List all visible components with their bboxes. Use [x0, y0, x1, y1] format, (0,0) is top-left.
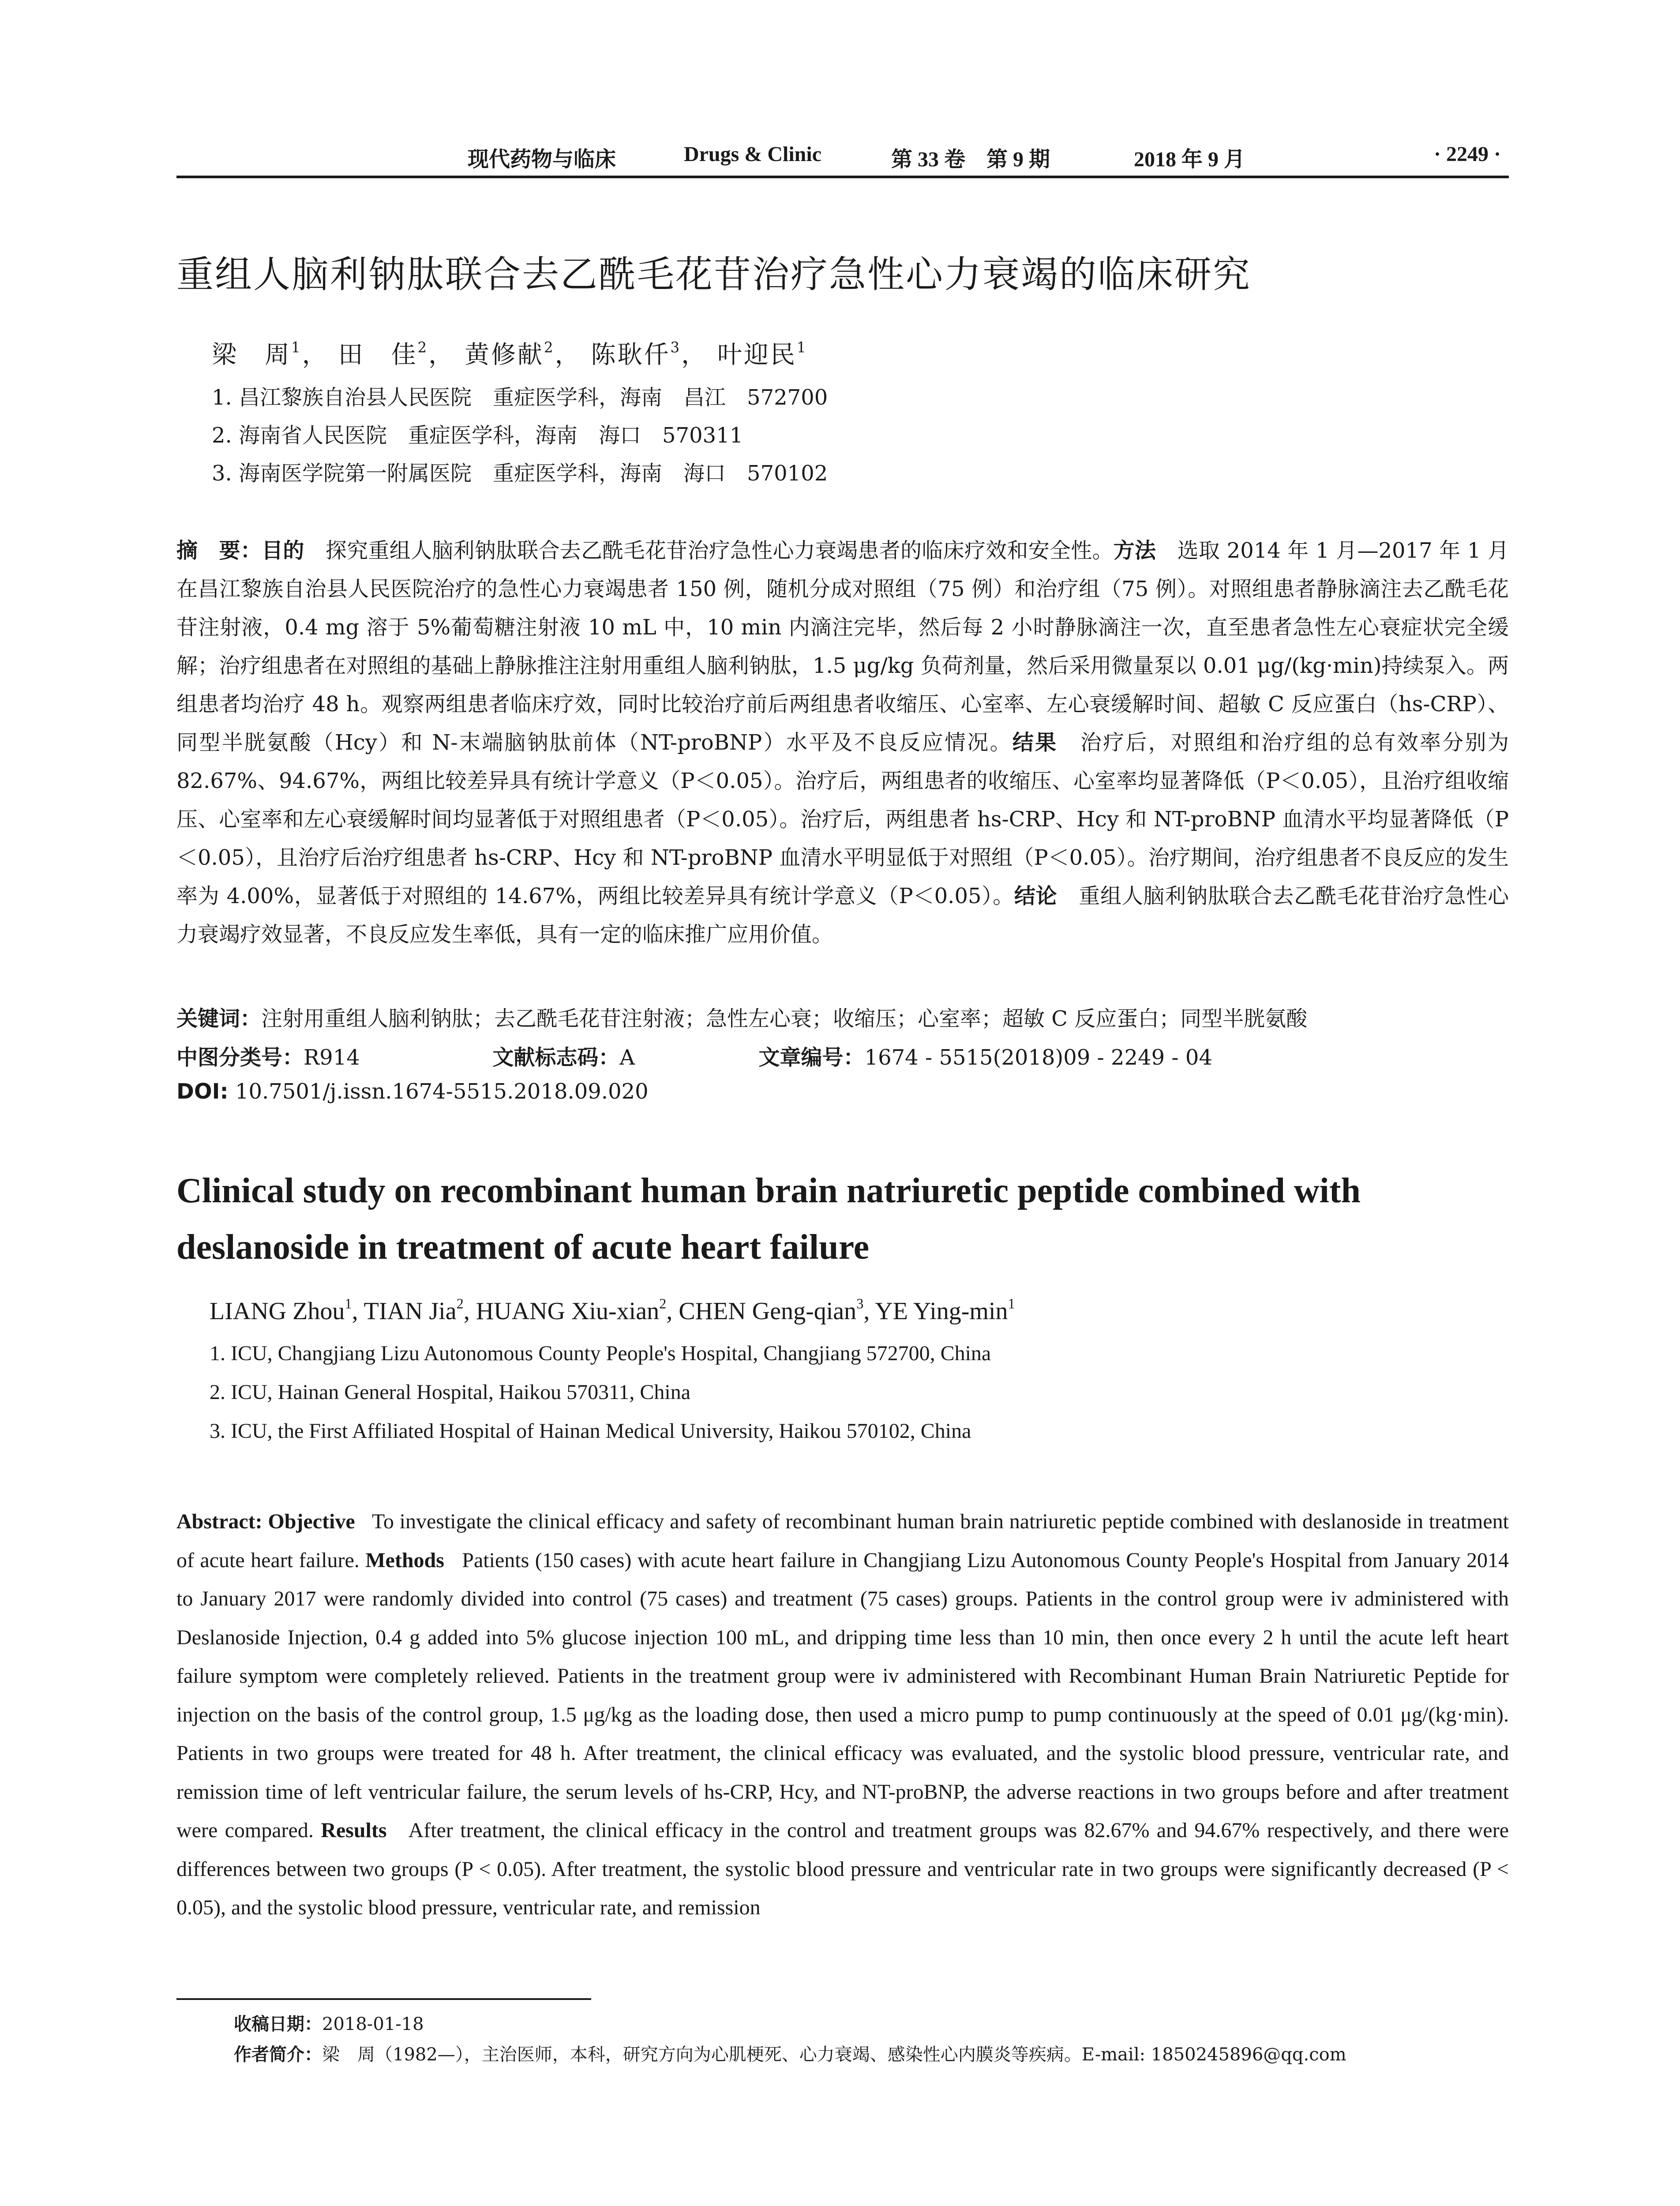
- article-id-value: 1674 - 5515(2018)09 - 2249 - 04: [864, 1045, 1212, 1070]
- en-affiliation: 2. ICU, Hainan General Hospital, Haikou 570311, China: [210, 1381, 691, 1404]
- clc-label: 中图分类号：: [176, 1045, 304, 1070]
- volume-issue: 第 33 卷 第 9 期: [891, 148, 1050, 171]
- results-text: After treatment, the clinical efficacy in the control and treatment groups was 82.67% and 94.67% respectively, and there were differences between two groups (P < 0.05). After treatment, the systolic blood pressure and ventricular rate in two groups were significantly decreased (P < 0.05), and the systolic blood pressure, ventricular rate, and remission: [176, 1819, 1509, 1919]
- page-number: · 2249 ·: [1434, 143, 1501, 166]
- received-label: 收稿日期：: [234, 2014, 322, 2034]
- objective-label: Objective: [268, 1510, 355, 1533]
- cn-title: 重组人脑利钠肽联合去乙酰毛花苷治疗急性心力衰竭的临床研究: [176, 253, 1252, 296]
- author-name: 黄修献: [464, 341, 544, 369]
- footnote-rule: [176, 1998, 591, 2000]
- author-name: HUANG Xiu-xian: [476, 1298, 660, 1325]
- author-bio: [234, 2041, 1346, 2066]
- author-bio-text: 梁 周（1982—），主治医师，本科，研究方向为心肌梗死、心力衰竭、感染性心内膜炎等疾病。E-mail: 1850245896@qq.com: [322, 2045, 1346, 2065]
- conclusion-text: 重组人脑利钠肽联合去乙酰毛花苷治疗急性心力衰竭疗效显著，不良反应发生率低，具有一定的临床推广应用价值。: [176, 884, 1509, 947]
- cn-affiliation: 1. 昌江黎族自治县人民医院 重症医学科，海南 昌江 572700: [212, 385, 828, 410]
- en-title: Clinical study on recombinant human brain natriuretic peptide combined with deslanoside in treatment of acute heart failure: [176, 1171, 1361, 1267]
- author-affiliation-mark: 1: [796, 339, 808, 356]
- received-date: [234, 2010, 424, 2035]
- author-bio-label: 作者简介：: [234, 2045, 322, 2065]
- issue-date: 2018 年 9 月: [1134, 148, 1245, 171]
- methods-label: 方法: [1113, 538, 1156, 563]
- author-name: YE Ying-min: [875, 1298, 1008, 1325]
- journal-name-en: Drugs & Clinic: [684, 143, 821, 166]
- received-value: 2018-01-18: [322, 2014, 424, 2034]
- author-affiliation-mark: 2: [417, 339, 429, 356]
- classification-line: [176, 1040, 1212, 1071]
- author-name: LIANG Zhou: [210, 1298, 345, 1325]
- keywords-text: 注射用重组人脑利钠肽；去乙酰毛花苷注射液；急性左心衰；收缩压；心室率；超敏 C 反应蛋白；同型半胱氨酸: [261, 1006, 1308, 1031]
- author-name: 田 佳: [338, 341, 418, 369]
- article-id-label: 文章编号：: [758, 1045, 865, 1070]
- abstract-label: Abstract:: [176, 1510, 262, 1533]
- en-affiliation: 1. ICU, Changjiang Lizu Autonomous County People's Hospital, Changjiang 572700, China: [210, 1342, 991, 1365]
- cn-affiliation: 3. 海南医学院第一附属医院 重症医学科，海南 海口 570102: [212, 461, 828, 486]
- author-name: 叶迎民: [717, 341, 797, 369]
- author-name: CHEN Geng-qian: [679, 1298, 857, 1325]
- doc-code-value: A: [619, 1045, 635, 1070]
- doi-label: DOI:: [176, 1079, 229, 1104]
- results-label: 结果: [1012, 730, 1058, 755]
- doc-code-label: 文献标志码：: [492, 1045, 620, 1070]
- author-affiliation-mark: 2: [544, 339, 555, 356]
- clc-value: R914: [304, 1045, 360, 1070]
- methods-text: 选取 2014 年 1 月—2017 年 1 月在昌江黎族自治县人民医院治疗的急性心力衰竭患者 150 例，随机分成对照组（75 例）和治疗组（75 例）。对照组患者静脉滴注去乙酰毛花苷注射液，0.4 mg 溶于 5%葡萄糖注射液 10 mL 中，10 min 内滴注完毕，然后每 2 小时静脉滴注一次，直至患者急性左心衰症状完全缓解；治疗组患者在对照组的基础上静脉推注注射用重组人脑利钠肽，1.5 μg/kg 负荷剂量，然后采用微量泵以 0.01 μg/(kg·min)持续泵入。两组患者均治疗 48 h。观察两组患者临床疗效，同时比较治疗前后两组患者收缩压、心室率、左心衰缓解时间、超敏 C 反应蛋白（hs-CRP）、同型半胱氨酸（Hcy）和 N-末端脑钠肽前体（NT-proBNP）水平及不良反应情况。: [176, 538, 1509, 755]
- author-name: 陈耿仟: [591, 341, 671, 369]
- en-author-list: LIANG Zhou$^1$, TIAN Jia$^2$, HUANG Xiu-xian$^2$, CHEN Geng-qian$^3$, YE Ying-$\min^1$: [210, 1296, 1015, 1325]
- running-header: [176, 137, 1509, 172]
- author-affiliation-mark: 2: [456, 1296, 464, 1312]
- en-affiliation: 3. ICU, the First Affiliated Hospital of Hainan Medical University, Haikou 570102, China: [210, 1419, 971, 1443]
- cn-abstract: [176, 532, 1509, 954]
- author-name: 梁 周: [212, 341, 291, 369]
- methods-text: Patients (150 cases) with acute heart failure in Changjiang Lizu Autonomous County People's Hospital from January 2014 to January 2017 were randomly divided into control (75 cases) and treatment (75 cases) groups. Patients in the control group were iv administered with Deslanoside Injection, 0.4 g added into 5% glucose injection 100 mL, and dripping time less than 10 min, then once every 2 h until the acute left heart failure symptom were completely relieved. Patients in the treatment group were iv administered with Recombinant Human Brain Natriuretic Peptide for injection on the basis of the control group, 1.5 μg/kg as the loading dose, then used a micro pump to pump continuously at the speed of 0.01 μg/(kg·min). Patients in two groups were treated for 48 h. After treatment, the clinical efficacy was evaluated, and the systolic blood pressure, ventricular rate, and remission time of left ventricular failure, the serum levels of hs-CRP, Hcy, and NT-proBNP, the adverse reactions in two groups before and after treatment were compared.: [176, 1548, 1509, 1842]
- header-rule: [176, 176, 1509, 178]
- abstract-label: 摘 要：: [176, 538, 262, 563]
- author-affiliation-mark: 2: [659, 1296, 667, 1312]
- conclusion-label: 结论: [1014, 884, 1058, 908]
- cn-keywords: [176, 1002, 1307, 1032]
- journal-name-cn: 现代药物与临床: [468, 148, 616, 171]
- results-label: Results: [321, 1819, 387, 1842]
- cn-affiliation: 2. 海南省人民医院 重症医学科，海南 海口 570311: [212, 423, 743, 448]
- author-affiliation-mark: 1: [345, 1296, 352, 1312]
- objective-text: To investigate the clinical efficacy and safety of recombinant human brain natriuretic peptide combined with deslanoside in treatment of acute heart failure.: [176, 1510, 1509, 1572]
- objective-text: 探究重组人脑利钠肽联合去乙酰毛花苷治疗急性心力衰竭患者的临床疗效和安全性。: [325, 538, 1114, 563]
- author-affiliation-mark: 1: [291, 339, 302, 356]
- results-text: 治疗后，对照组和治疗组的总有效率分别为 82.67%、94.67%，两组比较差异具有统计学意义（P＜0.05）。治疗后，两组患者的收缩压、心室率均显著降低（P＜0.05），且治疗组收缩压、心室率和左心衰缓解时间均显著低于对照组患者（P＜0.05）。治疗后，两组患者 hs-CRP、Hcy 和 NT-proBNP 血清水平均显著降低（P＜0.05），且治疗后治疗组患者 hs-CRP、Hcy 和 NT-proBNP 血清水平明显低于对照组（P＜0.05）。治疗期间，治疗组患者不良反应的发生率为 4.00%，显著低于对照组的 14.67%，两组比较差异具有统计学意义（P＜0.05）。: [176, 730, 1509, 908]
- en-abstract: [176, 1502, 1509, 1927]
- author-name: TIAN Jia: [364, 1298, 457, 1325]
- keywords-label: 关键词：: [176, 1006, 262, 1031]
- doi-value: 10.7501/j.issn.1674-5515.2018.09.020: [235, 1079, 649, 1104]
- methods-label: Methods: [365, 1548, 444, 1572]
- doi-line: [176, 1079, 649, 1104]
- author-affiliation-mark: 3: [856, 1296, 864, 1312]
- cn-author-list: 梁 周$^1$， 田 佳$^2$， 黄修献$^2$， 陈耿仟$^3$， 叶迎民$^1$: [212, 339, 808, 369]
- objective-label: 目的: [262, 538, 304, 563]
- author-affiliation-mark: 1: [1008, 1296, 1015, 1312]
- author-affiliation-mark: 3: [670, 339, 682, 356]
